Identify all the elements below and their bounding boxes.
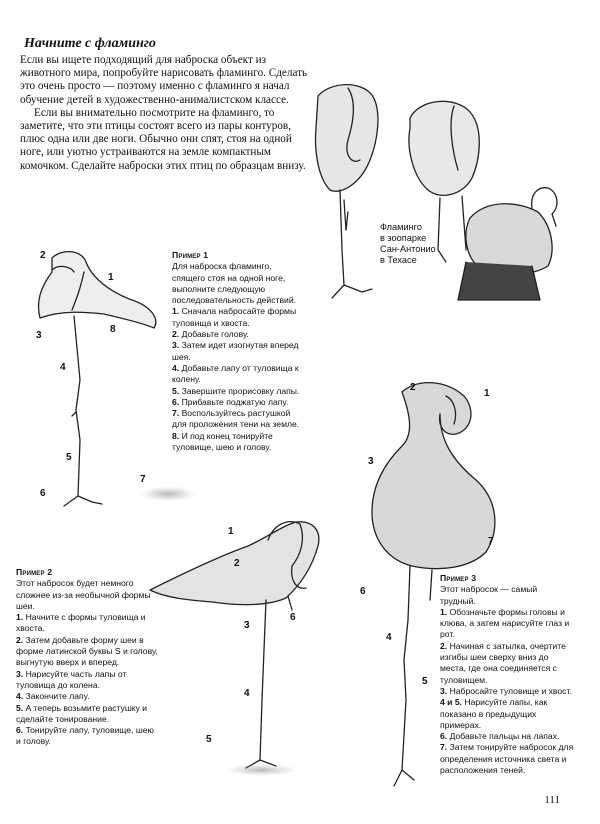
caption-line: в Техасе — [380, 255, 417, 265]
photo-caption — [380, 222, 470, 266]
intro-paragraph-2: Если вы внимательно посмотрите на фламинго, то заметите, что эти птицы состоят всего из пары контуров, плюс одна или две ноги. Обычно они спят, стоя на одной ноге, или уютно устраиваются на земле компактным комочком. Сделайте наброски этих птиц по образцам внизу. — [20, 106, 306, 172]
fig1-label: 2 — [40, 250, 46, 261]
example2-step: 3. Нарисуйте часть лапы от туловища до колена. — [16, 668, 127, 690]
example3-heading: Пример 3 — [440, 573, 477, 583]
caption-line: Фламинго — [380, 222, 422, 232]
example2-text — [16, 567, 158, 748]
caption-line: Сан-Антонио — [380, 244, 436, 254]
example3-step: 1. Обозначьте формы головы и клюва, а затем нарисуйте глаз и рот. — [440, 606, 570, 640]
example2-intro: Этот набросок будет немного сложнее из-за необычной формы шеи. — [16, 578, 151, 611]
example3-step: 2. Начиная с затылка, очертите изгибы шеи сверху вниз до места, где она соединяется с туловищем. — [440, 640, 566, 685]
fig3-label: 2 — [410, 382, 416, 393]
page-title: Начните с фламинго — [24, 36, 156, 51]
fig1-label: 7 — [140, 474, 146, 485]
example3-step: 4 и 5. Нарисуйте лапы, как показано в предыдущих примерах. — [440, 697, 548, 730]
example3-text — [440, 573, 574, 776]
example1-step: 1. Сначала набросайте формы туловища и хвоста. — [172, 306, 297, 328]
fig3-label: 3 — [368, 456, 374, 467]
fig2-label: 4 — [244, 688, 250, 699]
fig3-label: 7 — [488, 536, 494, 547]
example1-ground-shadow — [140, 486, 196, 502]
zoo-flamingo-sketch-3 — [458, 188, 557, 300]
fig2-label: 2 — [234, 558, 240, 569]
example1-intro: Для наброска фламинго, спящего стоя на одной ноге, выполните следующую последовательность действий. — [172, 261, 297, 306]
fig2-label: 5 — [206, 734, 212, 745]
example1-step: 3. Затем идет изогнутая вперед шея. — [172, 340, 299, 362]
fig2-label: 6 — [290, 612, 296, 623]
example1-flamingo-sketch — [39, 252, 156, 506]
example1-step: 5. Завершите прорисовку лапы. — [172, 385, 300, 396]
fig2-label: 1 — [228, 526, 234, 537]
fig3-label: 1 — [484, 388, 490, 399]
zoo-flamingo-sketch-1 — [316, 85, 378, 298]
example1-heading: Пример 1 — [172, 250, 209, 260]
fig1-label: 8 — [110, 324, 116, 335]
example2-step: 5. А теперь возьмите растушку и сделайте тонирование. — [16, 702, 148, 724]
fig3-label: 5 — [422, 676, 428, 687]
example1-text — [172, 250, 302, 453]
fig1-label: 3 — [36, 330, 42, 341]
example1-step: 2. Добавьте голову. — [172, 329, 249, 340]
example2-step: 6. Тонируйте лапу, туловище, шею и голову. — [16, 725, 154, 747]
example1-step: 8. И под конец тонируйте туловище, шею и голову. — [172, 430, 273, 453]
page-number: 111 — [544, 794, 560, 806]
example2-step: 1. Начните с формы туловища и хвоста. — [16, 612, 146, 634]
example2-heading: Пример 2 — [16, 567, 53, 577]
fig3-label: 6 — [360, 586, 366, 597]
fig1-label: 1 — [108, 272, 114, 283]
caption-line: в зоопарке — [380, 233, 427, 243]
fig2-label: 3 — [244, 620, 250, 631]
example3-step: 7. Затем тонируйте набросок для определения источника света и расположения теней. — [440, 742, 574, 776]
example1-step: 6. Прибавьте поджатую лапу. — [172, 396, 289, 407]
example2-step: 4. Закончите лапу. — [16, 691, 90, 702]
example1-step: 7. Воспользуйтесь растушкой для проложения тени на земле. — [172, 408, 300, 430]
example3-step: 3. Набросайте туловище и хвост. — [440, 685, 572, 696]
example2-step: 2. Затем добавьте форму шеи в форме латинской буквы S и голову, выгнутую вверх и вперед. — [16, 634, 158, 668]
fig1-label: 5 — [66, 452, 72, 463]
example1-step: 4. Добавьте лапу от туловища к колену. — [172, 362, 299, 385]
example3-step: 6. Добавьте пальцы на лапах. — [440, 731, 560, 742]
intro-paragraph-1: Если вы ищете подходящий для наброска объект из животного мира, попробуйте нарисовать фламинго. Сделать это очень просто — поэтому именно с фламинго я начал обучение детей в художественно-анималистском классе. — [20, 54, 308, 106]
fig1-label: 4 — [60, 362, 66, 373]
fig1-label: 6 — [40, 488, 46, 499]
example2-ground-shadow — [226, 764, 298, 776]
fig3-label: 4 — [386, 632, 392, 643]
example3-intro: Этот набросок — самый трудный. — [440, 584, 538, 606]
